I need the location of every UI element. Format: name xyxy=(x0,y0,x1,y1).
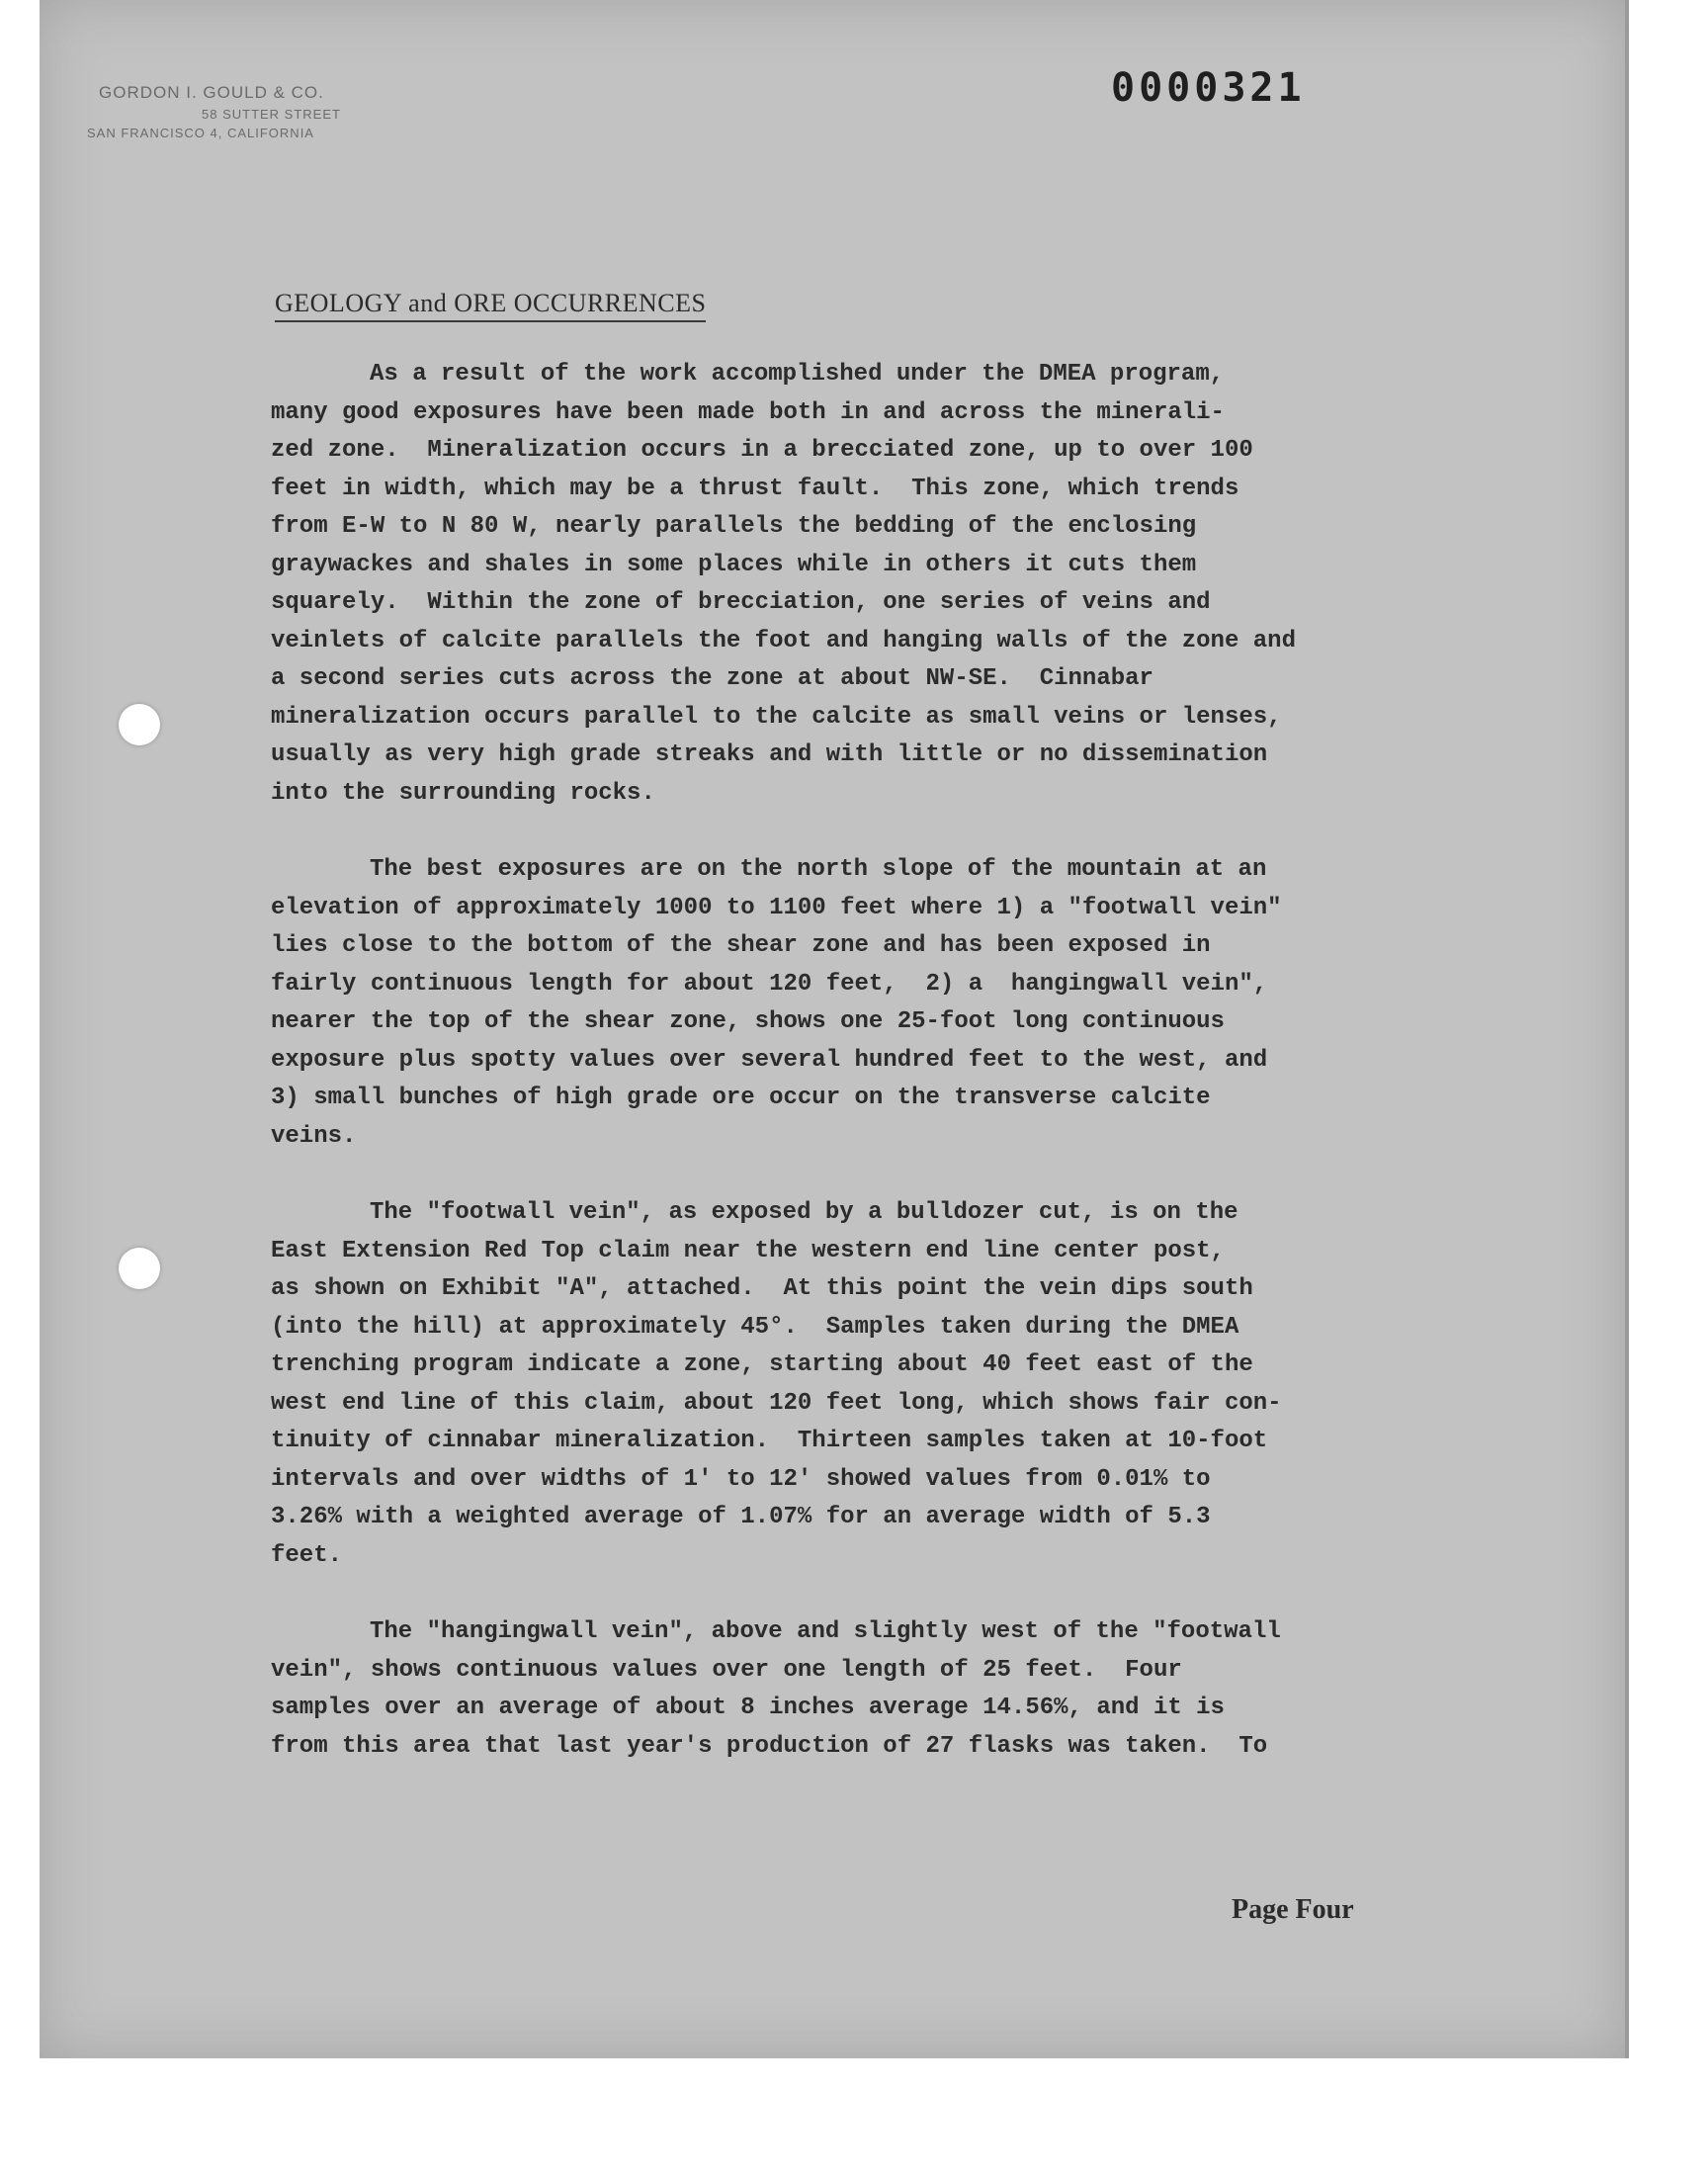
text-line: The best exposures are on the north slope of the mountain at an xyxy=(370,856,1267,883)
text-line: usually as very high grade streaks and with little or no dissemination xyxy=(271,741,1268,768)
text-line: a second series cuts across the zone at about NW-SE. Cinnabar xyxy=(271,665,1153,692)
text-line: veins. xyxy=(271,1122,357,1150)
document-body xyxy=(271,356,1457,1766)
text-line: tinuity of cinnabar mineralization. Thirteen samples taken at 10-foot xyxy=(271,1428,1268,1454)
text-line: west end line of this claim, about 120 feet long, which shows fair con- xyxy=(271,1389,1282,1417)
text-line: squarely. Within the zone of brecciation, one series of veins and xyxy=(271,589,1211,616)
text-line: nearer the top of the shear zone, shows one 25-foot long continuous xyxy=(271,1008,1225,1035)
text-line: feet in width, which may be a thrust fault. This zone, which trends xyxy=(271,475,1239,502)
paragraph-1 xyxy=(271,356,1457,813)
text-line: many good exposures have been made both in and across the minerali- xyxy=(271,398,1225,426)
text-line: feet. xyxy=(271,1541,343,1569)
text-line: intervals and over widths of 1' to 12' showed values from 0.01% to xyxy=(271,1465,1211,1493)
page-edge xyxy=(1625,0,1629,2058)
text-line: fairly continuous length for about 120 feet, 2) a hangingwall vein", xyxy=(271,970,1268,998)
punch-hole-bottom xyxy=(119,1248,160,1289)
text-line: 3.26% with a weighted average of 1.07% for an average width of 5.3 xyxy=(271,1504,1211,1530)
text-line: The "footwall vein", as exposed by a bulldozer cut, is on the xyxy=(370,1199,1238,1226)
text-line: samples over an average of about 8 inches average 14.56%, and it is xyxy=(271,1695,1225,1721)
text-line: vein", shows continuous values over one length of 25 feet. Four xyxy=(271,1656,1182,1684)
text-line: mineralization occurs parallel to the calcite as small veins or lenses, xyxy=(271,703,1282,731)
text-line: veinlets of calcite parallels the foot and hanging walls of the zone and xyxy=(271,627,1296,654)
text-line: elevation of approximately 1000 to 1100 feet where 1) a "footwall vein" xyxy=(271,894,1282,921)
text-line: (into the hill) at approximately 45°. Samples taken during the DMEA xyxy=(271,1313,1239,1341)
document-number: 0000321 xyxy=(1111,65,1306,111)
text-line: The "hangingwall vein", above and slightly west of the "footwall xyxy=(370,1618,1281,1645)
page-number-label: Page Four xyxy=(1232,1894,1354,1925)
text-line-underlined: 3) small bunches of high grade ore occur on the transverse calcite xyxy=(271,1085,1211,1111)
letterhead-street: 58 SUTTER STREET xyxy=(202,107,341,122)
letterhead xyxy=(87,83,443,140)
paragraph-2 xyxy=(271,851,1457,1156)
section-title: GEOLOGY and ORE OCCURRENCES xyxy=(275,289,706,322)
text-line: from this area that last year's production of 27 flasks was taken. To xyxy=(271,1732,1268,1760)
text-line: as shown on Exhibit "A", attached. At this point the vein dips south xyxy=(271,1275,1253,1302)
text-line: As a result of the work accomplished under the DMEA program, xyxy=(370,361,1225,388)
punch-hole-top xyxy=(119,704,160,745)
paragraph-4 xyxy=(271,1613,1457,1766)
text-line: from E-W to N 80 W, nearly parallels the bedding of the enclosing xyxy=(271,513,1197,540)
letterhead-company: GORDON I. GOULD & CO. xyxy=(99,83,324,102)
paragraph-3 xyxy=(271,1194,1457,1575)
text-line: into the surrounding rocks. xyxy=(271,779,655,807)
text-line: zed zone. Mineralization occurs in a brecciated zone, up to over 100 xyxy=(271,437,1253,464)
text-line: lies close to the bottom of the shear zone and has been exposed in xyxy=(271,932,1211,959)
text-line: exposure plus spotty values over several hundred feet to the west, and xyxy=(271,1046,1268,1074)
text-line: graywackes and shales in some places while in others it cuts them xyxy=(271,551,1197,578)
text-line: East Extension Red Top claim near the western end line center post, xyxy=(271,1237,1225,1264)
text-line: trenching program indicate a zone, starting about 40 feet east of the xyxy=(271,1351,1253,1378)
letterhead-city: SAN FRANCISCO 4, CALIFORNIA xyxy=(87,126,314,140)
